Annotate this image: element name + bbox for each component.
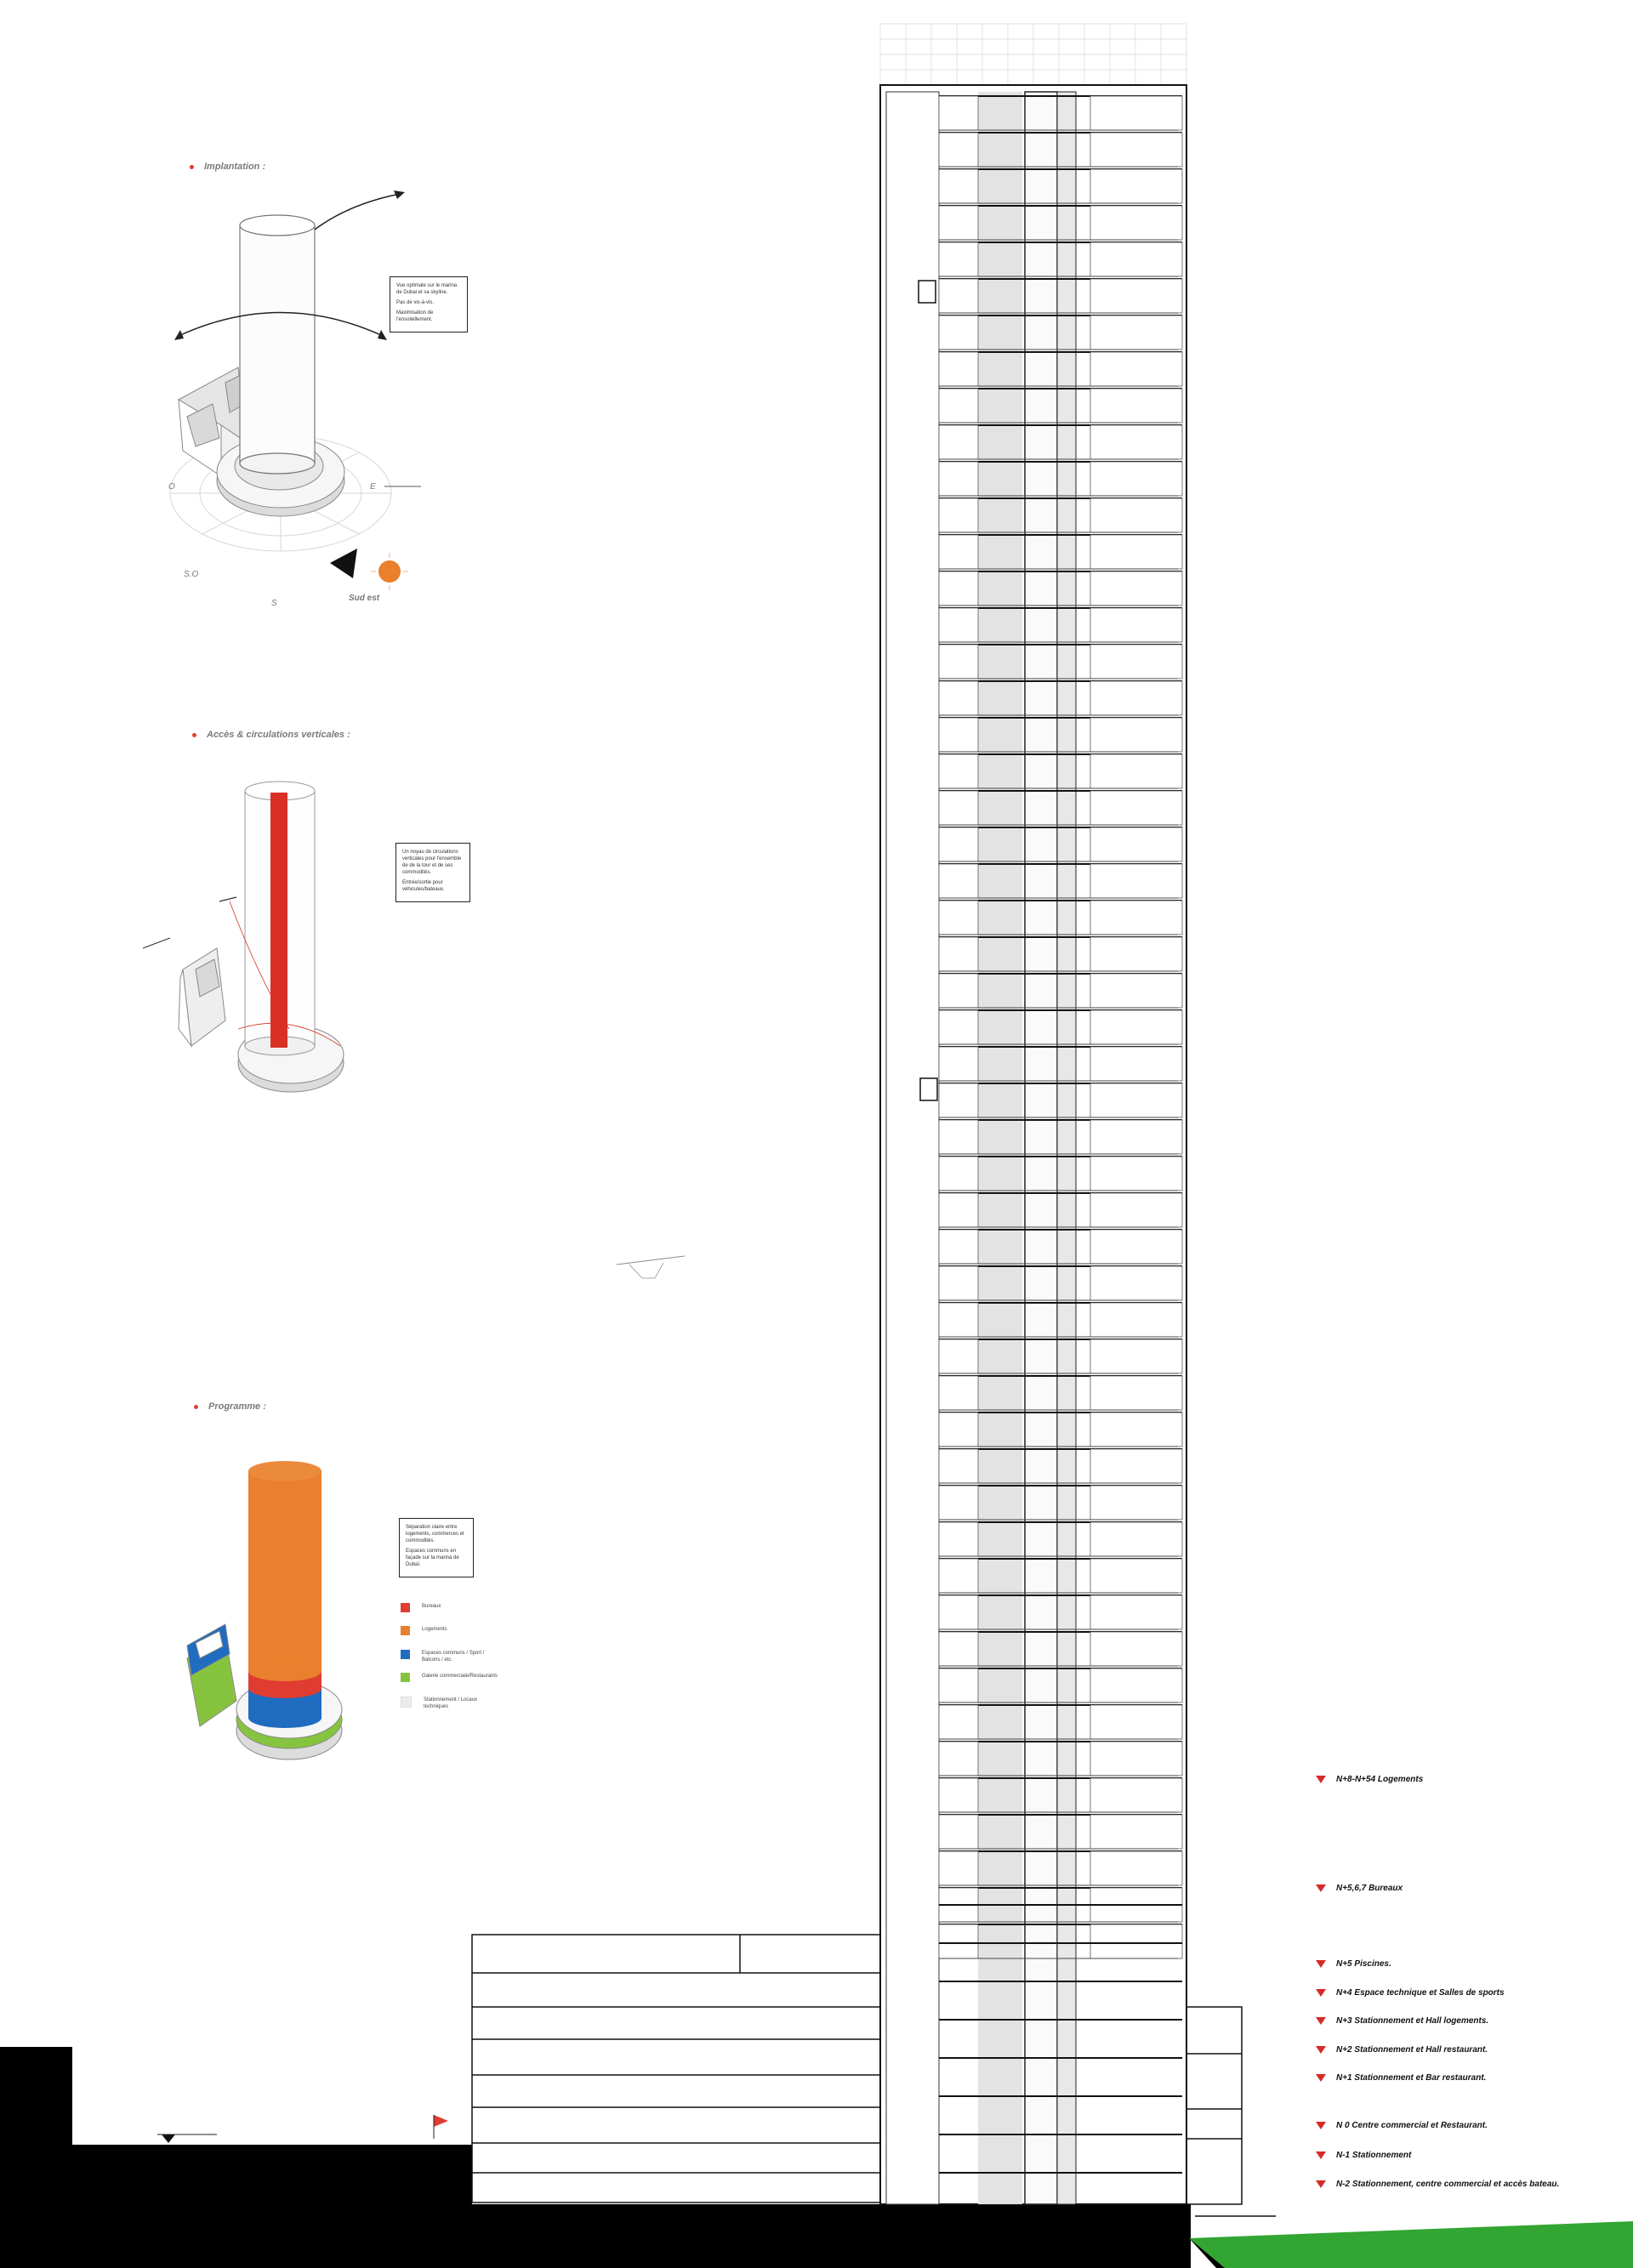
floor-room [939,133,978,167]
floor-room [939,571,978,605]
floor-room [1090,827,1182,861]
level-label: N+5,6,7 Bureaux [1316,1884,1403,1893]
note-item: Vue optimale sur le marina de Dubai et sa skyline. [396,283,458,295]
legend-item: Logements [401,1626,447,1635]
podium-section [472,1935,880,2203]
implantation-heading: Implantation : [190,162,265,172]
level-triangle-icon [1316,1776,1326,1783]
level-label: N+3 Stationnement et Hall logements. [1316,2016,1488,2026]
floor-room [1090,791,1182,825]
legend-item: Bureaux [401,1603,441,1612]
floor-room [1090,1705,1182,1739]
floor-room [1090,974,1182,1008]
ground-foundation [472,2204,1191,2268]
floor-room [939,1193,978,1227]
floor-room [939,352,978,386]
floor-room [1090,1157,1182,1191]
level-triangle-icon [1316,1884,1326,1892]
floor-room [939,1595,978,1629]
level-triangle-icon [1316,1960,1326,1968]
level-label: N+4 Espace technique et Salles de sports [1316,1988,1505,1998]
floor-room [1090,1742,1182,1776]
floor-room [1090,901,1182,935]
floor-room [1090,1778,1182,1812]
floor-room [1090,133,1182,167]
floor-room [939,608,978,642]
level-label: N+8-N+54 Logements [1316,1775,1423,1784]
floor-room [1090,937,1182,971]
level-triangle-icon [1316,2017,1326,2025]
floor-room [939,1157,978,1191]
floor-room [1090,754,1182,788]
floor-room [1090,279,1182,313]
level-label: N 0 Centre commercial et Restaurant. [1316,2121,1488,2130]
floor-room [939,389,978,423]
floor-room [1090,96,1182,130]
level-label: N+1 Stationnement et Bar restaurant. [1316,2073,1486,2083]
floor-room [1090,864,1182,898]
floor-room [1090,1339,1182,1373]
floor-room [939,96,978,130]
roof-grid [880,24,1186,85]
note-item: Maximisation de l'ensoleillement. [396,310,434,322]
floor-room [939,425,978,459]
floor-room [939,1339,978,1373]
floor-room [939,974,978,1008]
floor-room [939,1047,978,1081]
floor-room [1090,1266,1182,1300]
floor-room [1090,1193,1182,1227]
floor-room [1090,1449,1182,1483]
legend-item: Galerie commerciale/Restaurants [401,1673,498,1682]
floor-room [939,1705,978,1739]
floor-room [939,1010,978,1044]
floor-room [1090,1559,1182,1593]
floor-room [939,1413,978,1447]
floor-room [1090,1632,1182,1666]
floor-room [1090,1230,1182,1264]
floor-room [939,681,978,715]
floor-room [939,315,978,350]
level-label: N+5 Piscines. [1316,1959,1391,1969]
level-triangle-icon [1316,1989,1326,1997]
floor-room [939,1522,978,1556]
sun-label: Sud est [349,594,380,603]
note-item: Entrée/sortie pour véhicules/bateaux. [402,880,445,892]
compass-south: S [271,599,277,608]
floor-room [1090,645,1182,679]
floor-room [939,242,978,276]
floor-room [1090,1924,1182,1958]
note-item: Séparation claire entre logements, commerces et commodités. [406,1525,464,1543]
level-triangle-icon [1316,2180,1326,2188]
floor-room [939,1083,978,1117]
floor-room [939,754,978,788]
floor-room [939,498,978,532]
elevator-icon [919,281,936,303]
floor-room [1090,1120,1182,1154]
floor-room [1090,535,1182,569]
floor-room [939,901,978,935]
floor-room [939,1376,978,1410]
floor-room [939,1742,978,1776]
floor-room [939,864,978,898]
ground-green [1189,2221,1633,2268]
ground-left [0,2047,472,2268]
floor-room [939,535,978,569]
floor-room [1090,1815,1182,1849]
floor-room [939,1668,978,1702]
floor-room [1090,1486,1182,1520]
floor-room [939,169,978,203]
floor-room [1090,1010,1182,1044]
floor-room [1090,498,1182,532]
floor-room [939,827,978,861]
compass-west: O [168,482,175,492]
floor-room [939,279,978,313]
floor-room [939,1815,978,1849]
floor-room [939,1449,978,1483]
floor-room [939,1266,978,1300]
floor-room [939,462,978,496]
tower-atrium [886,92,939,2204]
level-triangle-icon [1316,2074,1326,2082]
floor-room [1090,1851,1182,1885]
level-triangle-icon [1316,2122,1326,2129]
floor-room [939,645,978,679]
floor-room [939,1851,978,1885]
note-item: Pas de vis-à-vis. [396,300,435,305]
acces-heading: Accès & circulations verticales : [192,730,350,740]
floor-room [1090,1376,1182,1410]
floor-room [939,937,978,971]
floor-room [1090,1668,1182,1702]
floor-room [939,1778,978,1812]
level-label: N+2 Stationnement et Hall restaurant. [1316,2045,1488,2055]
compass-south-west: S.O [184,570,199,579]
floor-room [939,1120,978,1154]
elevator-icon [920,1078,937,1100]
floor-room [1090,1083,1182,1117]
legend-item: Espaces communs / Sport / Balcons / etc. [401,1650,503,1663]
floor-room [1090,462,1182,496]
level-marker-icon [162,2134,175,2143]
floor-room [1090,315,1182,350]
floor-room [1090,1413,1182,1447]
note-item: Un noyau de circulations verticales pour l'ensemble de de la tour et de ses commodités. [402,850,462,875]
floor-room [939,206,978,240]
podium-section-right [1186,2007,1242,2204]
note-item: Espaces communs en façade sur la marina de Dubaï. [406,1549,459,1567]
floor-room [1090,1595,1182,1629]
floor-room [1090,1522,1182,1556]
floor-room [1090,242,1182,276]
floor-room [1090,425,1182,459]
floor-room [939,718,978,752]
floor-room [1090,681,1182,715]
floor-room [1090,389,1182,423]
floor-room [939,1486,978,1520]
floor-room [939,1230,978,1264]
level-label: N-2 Stationnement, centre commercial et accès bateau. [1316,2180,1559,2189]
floor-room [939,1924,978,1958]
floor-room [939,1632,978,1666]
floor-room [1090,571,1182,605]
floor-room [939,791,978,825]
compass-east: E [370,482,376,492]
floor-room [1090,718,1182,752]
floor-room [1090,352,1182,386]
level-triangle-icon [1316,2046,1326,2054]
floor-room [1090,1047,1182,1081]
floor-room [939,1303,978,1337]
programme-heading: Programme : [194,1401,266,1412]
floor-room [1090,1303,1182,1337]
floor-room [939,1559,978,1593]
floor-room [1090,169,1182,203]
legend-item: Stationnement / Locaux techniques [401,1697,503,1710]
level-label: N-1 Stationnement [1316,2151,1411,2160]
level-triangle-icon [1316,2151,1326,2159]
floor-room [1090,608,1182,642]
flag-icon [434,2115,448,2127]
floor-room [1090,206,1182,240]
